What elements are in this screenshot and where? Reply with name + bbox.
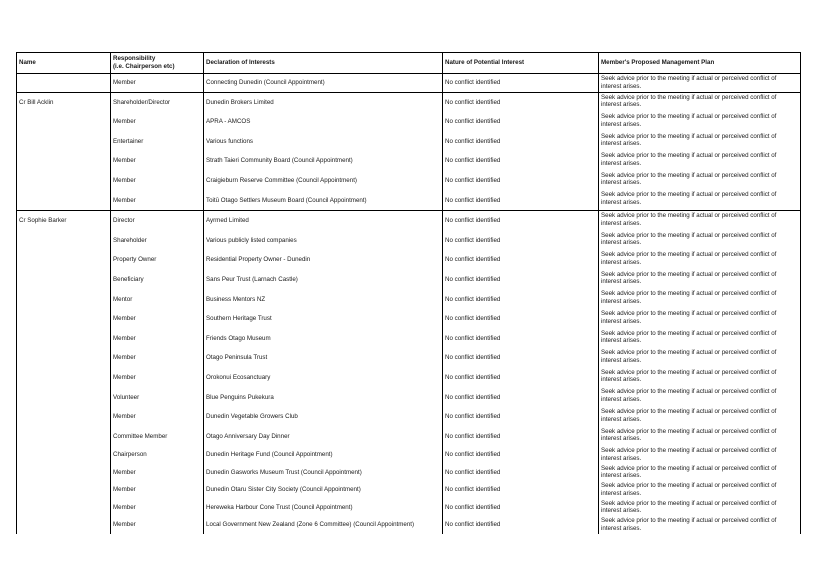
cell-responsibility: Chairperson <box>111 446 204 464</box>
cell-name <box>17 368 111 388</box>
cell-responsibility: Director <box>111 211 204 231</box>
cell-declaration: Ayrmed Limited <box>204 211 443 231</box>
cell-name <box>17 289 111 309</box>
cell-declaration: Friends Otago Museum <box>204 329 443 349</box>
cell-name <box>17 348 111 368</box>
cell-declaration: Craigieburn Reserve Committee (Council Appointment) <box>204 171 443 191</box>
cell-nature: No conflict identified <box>443 348 599 368</box>
cell-responsibility: Member <box>111 151 204 171</box>
cell-responsibility: Member <box>111 407 204 427</box>
cell-name <box>17 387 111 407</box>
cell-nature: No conflict identified <box>443 387 599 407</box>
table-row <box>17 132 801 152</box>
table-row <box>17 289 801 309</box>
cell-responsibility: Shareholder <box>111 231 204 251</box>
cell-declaration: Business Mentors NZ <box>204 289 443 309</box>
cell-plan: Seek advice prior to the meeting if actual or perceived conflict of interest arises. <box>599 427 801 447</box>
cell-plan: Seek advice prior to the meeting if actual or perceived conflict of interest arises. <box>599 446 801 464</box>
cell-nature: No conflict identified <box>443 516 599 534</box>
cell-declaration: Dunedin Brokers Limited <box>204 92 443 112</box>
cell-declaration: Dunedin Otaru Sister City Society (Council Appointment) <box>204 481 443 499</box>
cell-declaration: Various publicly listed companies <box>204 231 443 251</box>
cell-responsibility: Member <box>111 516 204 534</box>
cell-declaration: Toitū Otago Settlers Museum Board (Council Appointment) <box>204 190 443 210</box>
table-row <box>17 368 801 388</box>
table-row <box>17 112 801 132</box>
cell-nature: No conflict identified <box>443 270 599 290</box>
cell-nature: No conflict identified <box>443 407 599 427</box>
cell-plan: Seek advice prior to the meeting if actual or perceived conflict of interest arises. <box>599 151 801 171</box>
cell-declaration: Strath Taieri Community Board (Council Appointment) <box>204 151 443 171</box>
cell-name: Cr Bill Acklin <box>17 92 111 112</box>
cell-plan: Seek advice prior to the meeting if actual or perceived conflict of interest arises. <box>599 270 801 290</box>
cell-declaration: Local Government New Zealand (Zone 6 Committee) (Council Appointment) <box>204 516 443 534</box>
cell-declaration: Otago Anniversary Day Dinner <box>204 427 443 447</box>
table-row <box>17 329 801 349</box>
cell-name <box>17 151 111 171</box>
cell-nature: No conflict identified <box>443 211 599 231</box>
cell-responsibility: Volunteer <box>111 387 204 407</box>
cell-nature: No conflict identified <box>443 231 599 251</box>
cell-name <box>17 309 111 329</box>
table-row <box>17 211 801 231</box>
cell-responsibility: Member <box>111 464 204 482</box>
cell-declaration: Otago Peninsula Trust <box>204 348 443 368</box>
cell-plan: Seek advice prior to the meeting if actual or perceived conflict of interest arises. <box>599 112 801 132</box>
cell-declaration: Connecting Dunedin (Council Appointment) <box>204 74 443 93</box>
cell-responsibility: Shareholder/Director <box>111 92 204 112</box>
cell-nature: No conflict identified <box>443 289 599 309</box>
cell-declaration: Dunedin Heritage Fund (Council Appointment) <box>204 446 443 464</box>
cell-declaration: Hereweka Harbour Cone Trust (Council Appointment) <box>204 499 443 517</box>
table-row <box>17 407 801 427</box>
table-row <box>17 74 801 93</box>
header-name: Name <box>17 53 111 74</box>
cell-name <box>17 446 111 464</box>
table-row <box>17 250 801 270</box>
cell-nature: No conflict identified <box>443 151 599 171</box>
cell-nature: No conflict identified <box>443 171 599 191</box>
cell-nature: No conflict identified <box>443 132 599 152</box>
cell-plan: Seek advice prior to the meeting if actual or perceived conflict of interest arises. <box>599 464 801 482</box>
cell-plan: Seek advice prior to the meeting if actual or perceived conflict of interest arises. <box>599 516 801 534</box>
cell-declaration: Dunedin Gasworks Museum Trust (Council Appointment) <box>204 464 443 482</box>
cell-responsibility: Member <box>111 74 204 93</box>
cell-name <box>17 231 111 251</box>
cell-nature: No conflict identified <box>443 250 599 270</box>
cell-nature: No conflict identified <box>443 190 599 210</box>
cell-plan: Seek advice prior to the meeting if actual or perceived conflict of interest arises. <box>599 250 801 270</box>
cell-nature: No conflict identified <box>443 481 599 499</box>
cell-responsibility: Member <box>111 368 204 388</box>
cell-responsibility: Member <box>111 481 204 499</box>
cell-responsibility: Member <box>111 171 204 191</box>
cell-plan: Seek advice prior to the meeting if actual or perceived conflict of interest arises. <box>599 387 801 407</box>
cell-declaration: APRA - AMCOS <box>204 112 443 132</box>
cell-declaration: Various functions <box>204 132 443 152</box>
header-responsibility: Responsibility (i.e. Chairperson etc) <box>111 53 204 74</box>
cell-nature: No conflict identified <box>443 112 599 132</box>
cell-name <box>17 171 111 191</box>
cell-plan: Seek advice prior to the meeting if actual or perceived conflict of interest arises. <box>599 132 801 152</box>
table-row <box>17 190 801 210</box>
header-nature: Nature of Potential Interest <box>443 53 599 74</box>
table-row <box>17 446 801 464</box>
cell-plan: Seek advice prior to the meeting if actual or perceived conflict of interest arises. <box>599 407 801 427</box>
cell-declaration: Southern Heritage Trust <box>204 309 443 329</box>
cell-name: Cr Sophie Barker <box>17 211 111 231</box>
table-row <box>17 427 801 447</box>
cell-name <box>17 250 111 270</box>
cell-nature: No conflict identified <box>443 329 599 349</box>
cell-responsibility: Member <box>111 309 204 329</box>
cell-plan: Seek advice prior to the meeting if actual or perceived conflict of interest arises. <box>599 171 801 191</box>
table-row <box>17 151 801 171</box>
table-row <box>17 231 801 251</box>
cell-nature: No conflict identified <box>443 499 599 517</box>
cell-name <box>17 329 111 349</box>
table-row <box>17 309 801 329</box>
cell-nature: No conflict identified <box>443 74 599 93</box>
cell-responsibility: Mentor <box>111 289 204 309</box>
table-row <box>17 92 801 112</box>
header-plan: Member's Proposed Management Plan <box>599 53 801 74</box>
cell-name <box>17 190 111 210</box>
table-row <box>17 171 801 191</box>
cell-plan: Seek advice prior to the meeting if actual or perceived conflict of interest arises. <box>599 231 801 251</box>
cell-responsibility: Member <box>111 499 204 517</box>
cell-responsibility: Beneficiary <box>111 270 204 290</box>
cell-nature: No conflict identified <box>443 368 599 388</box>
table-row <box>17 270 801 290</box>
cell-nature: No conflict identified <box>443 92 599 112</box>
cell-plan: Seek advice prior to the meeting if actual or perceived conflict of interest arises. <box>599 190 801 210</box>
cell-name <box>17 112 111 132</box>
cell-plan: Seek advice prior to the meeting if actual or perceived conflict of interest arises. <box>599 499 801 517</box>
cell-plan: Seek advice prior to the meeting if actual or perceived conflict of interest arises. <box>599 348 801 368</box>
cell-responsibility: Entertainer <box>111 132 204 152</box>
cell-responsibility: Committee Member <box>111 427 204 447</box>
cell-responsibility: Member <box>111 329 204 349</box>
cell-nature: No conflict identified <box>443 309 599 329</box>
cell-name <box>17 464 111 482</box>
table-row <box>17 516 801 534</box>
cell-nature: No conflict identified <box>443 464 599 482</box>
table-row <box>17 481 801 499</box>
cell-declaration: Dunedin Vegetable Growers Club <box>204 407 443 427</box>
table-header-row <box>17 53 801 74</box>
cell-name <box>17 427 111 447</box>
cell-plan: Seek advice prior to the meeting if actual or perceived conflict of interest arises. <box>599 74 801 93</box>
cell-plan: Seek advice prior to the meeting if actual or perceived conflict of interest arises. <box>599 289 801 309</box>
interests-table <box>16 52 801 534</box>
cell-plan: Seek advice prior to the meeting if actual or perceived conflict of interest arises. <box>599 481 801 499</box>
cell-declaration: Orokonui Ecosanctuary <box>204 368 443 388</box>
cell-plan: Seek advice prior to the meeting if actual or perceived conflict of interest arises. <box>599 92 801 112</box>
cell-name <box>17 481 111 499</box>
header-declaration: Declaration of Interests <box>204 53 443 74</box>
cell-nature: No conflict identified <box>443 446 599 464</box>
cell-plan: Seek advice prior to the meeting if actual or perceived conflict of interest arises. <box>599 211 801 231</box>
cell-responsibility: Property Owner <box>111 250 204 270</box>
table-row <box>17 499 801 517</box>
table-body <box>17 74 801 534</box>
cell-responsibility: Member <box>111 190 204 210</box>
cell-declaration: Residential Property Owner - Dunedin <box>204 250 443 270</box>
cell-declaration: Sans Peur Trust (Larnach Castle) <box>204 270 443 290</box>
declaration-of-interests-register <box>16 52 800 534</box>
cell-name <box>17 499 111 517</box>
table-row <box>17 348 801 368</box>
cell-name <box>17 407 111 427</box>
cell-plan: Seek advice prior to the meeting if actual or perceived conflict of interest arises. <box>599 309 801 329</box>
cell-name <box>17 516 111 534</box>
cell-responsibility: Member <box>111 112 204 132</box>
table-row <box>17 464 801 482</box>
table-row <box>17 387 801 407</box>
cell-name <box>17 270 111 290</box>
cell-plan: Seek advice prior to the meeting if actual or perceived conflict of interest arises. <box>599 368 801 388</box>
cell-name <box>17 74 111 93</box>
cell-declaration: Blue Penguins Pukekura <box>204 387 443 407</box>
cell-name <box>17 132 111 152</box>
cell-responsibility: Member <box>111 348 204 368</box>
cell-plan: Seek advice prior to the meeting if actual or perceived conflict of interest arises. <box>599 329 801 349</box>
cell-nature: No conflict identified <box>443 427 599 447</box>
